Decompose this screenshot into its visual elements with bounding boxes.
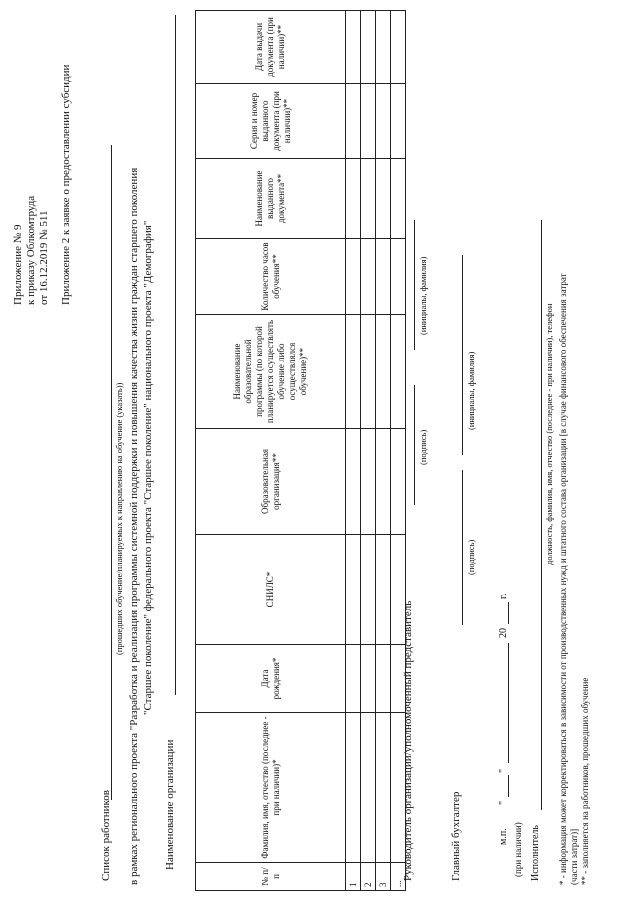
footnotes bbox=[558, 45, 591, 885]
table-cell[interactable] bbox=[376, 84, 391, 159]
table-cell[interactable] bbox=[361, 159, 376, 239]
stamp-label: м.п. bbox=[498, 828, 509, 845]
table-cell[interactable] bbox=[346, 11, 361, 84]
table-cell[interactable] bbox=[361, 535, 376, 645]
date-year-line[interactable] bbox=[508, 602, 509, 624]
table-row bbox=[361, 11, 376, 891]
table-row bbox=[376, 11, 391, 891]
program-line-2: "Старшее поколение" федерального проекта "Старшее поколение" национального проекта "Демография" bbox=[142, 220, 154, 715]
table-cell[interactable] bbox=[391, 239, 406, 315]
table-cell[interactable] bbox=[346, 645, 361, 713]
order-date: от 16.12.2019 № 511 bbox=[38, 210, 50, 305]
date-month-line[interactable] bbox=[508, 643, 509, 763]
program-line-1: в рамках регионального проекта "Разработка и реализация программы системной поддержки и повышения качества жизни граждан старшего поколения bbox=[128, 167, 140, 885]
table-cell[interactable] bbox=[376, 11, 391, 84]
table-header-row bbox=[196, 11, 346, 891]
table-cell[interactable] bbox=[376, 315, 391, 429]
stamp-hint: (при наличии) bbox=[513, 822, 523, 877]
executor-label: Исполнитель bbox=[530, 825, 541, 881]
table-cell[interactable] bbox=[376, 645, 391, 713]
col-header-document-series: Серия и номер выданного документа (при наличии)** bbox=[196, 84, 346, 159]
appendix-number: Приложение № 9 bbox=[12, 224, 24, 305]
table-cell[interactable] bbox=[361, 11, 376, 84]
accountant-signature-hint: (подпись) bbox=[466, 539, 476, 575]
table-cell[interactable] bbox=[376, 713, 391, 863]
table-cell[interactable] bbox=[346, 84, 361, 159]
table-cell: 2 bbox=[361, 863, 376, 891]
col-header-document-name: Наименование выданного документа** bbox=[196, 159, 346, 239]
order-reference: к приказу Облкомтруда bbox=[25, 195, 37, 305]
footnote-1: * - информация может корректироваться в зависимости от производственных нужд и штатного состава организации [в случае финансового обеспечения затрат bbox=[558, 273, 568, 885]
table-cell[interactable] bbox=[391, 11, 406, 84]
col-header-education-org: Образовательная организация** bbox=[196, 429, 346, 535]
col-header-number: № п/п bbox=[196, 863, 346, 891]
executor-line[interactable] bbox=[541, 220, 542, 810]
table-cell[interactable] bbox=[346, 713, 361, 863]
head-initials-hint: (инициалы, фамилия) bbox=[418, 256, 428, 335]
table-cell[interactable] bbox=[376, 159, 391, 239]
col-header-full-name: Фамилия, имя, отчество (последнее - при наличии)* bbox=[196, 713, 346, 863]
footnote-2: ** - заполняется на работников, прошедших обучение bbox=[580, 677, 590, 885]
table-cell[interactable] bbox=[391, 159, 406, 239]
footnote-1-continued: (части затрат)] bbox=[569, 828, 579, 885]
table-cell: 1 bbox=[346, 863, 361, 891]
subtitle-hint: (прошедших обучение/планируемых к направлению на обучение (указать)) bbox=[114, 382, 124, 655]
accountant-signature-line[interactable] bbox=[462, 470, 463, 625]
table-cell[interactable] bbox=[391, 315, 406, 429]
head-signature-hint: (подпись) bbox=[418, 429, 428, 465]
table-cell: 3 bbox=[376, 863, 391, 891]
date-quote-open: " bbox=[498, 800, 509, 805]
organization-underline bbox=[175, 15, 176, 695]
head-initials-line[interactable] bbox=[414, 220, 415, 350]
table-cell[interactable] bbox=[376, 239, 391, 315]
col-header-program-name: Наименование образовательной программы (по которой планируется осуществлять обучение либо осуществлялся обучение)** bbox=[196, 315, 346, 429]
col-header-document-date: Дата выдачи документа (при наличии)** bbox=[196, 11, 346, 84]
table-cell[interactable] bbox=[361, 84, 376, 159]
title-underline bbox=[111, 145, 112, 800]
accountant-label: Главный бухгалтер bbox=[450, 791, 462, 881]
date-day-line[interactable] bbox=[508, 775, 509, 797]
organization-label: Наименование организации bbox=[164, 739, 176, 870]
table-cell[interactable] bbox=[376, 535, 391, 645]
table-cell[interactable] bbox=[361, 429, 376, 535]
table-cell[interactable] bbox=[361, 645, 376, 713]
table-cell[interactable] bbox=[346, 159, 361, 239]
table-cell[interactable] bbox=[346, 239, 361, 315]
table-cell[interactable] bbox=[361, 713, 376, 863]
table-cell[interactable] bbox=[361, 239, 376, 315]
col-header-snils: СНИЛС* bbox=[196, 535, 346, 645]
head-label: Руководитель организации/уполномоченный представитель bbox=[402, 600, 414, 881]
col-header-hours: Количество часов обучения** bbox=[196, 239, 346, 315]
table-cell[interactable] bbox=[391, 429, 406, 535]
accountant-initials-hint: (инициалы, фамилия) bbox=[466, 351, 476, 430]
col-header-birth-date: Дата рождения* bbox=[196, 645, 346, 713]
accountant-initials-line[interactable] bbox=[462, 255, 463, 455]
table-cell[interactable] bbox=[361, 315, 376, 429]
table-cell[interactable] bbox=[391, 84, 406, 159]
table-cell: ... bbox=[391, 863, 406, 891]
head-signature-line[interactable] bbox=[414, 385, 415, 505]
table-row bbox=[346, 11, 361, 891]
date-year-prefix: 20 bbox=[498, 628, 509, 638]
table-cell[interactable] bbox=[346, 315, 361, 429]
date-quote-close: " bbox=[498, 768, 509, 773]
table-cell[interactable] bbox=[376, 429, 391, 535]
application-note: Приложение 2 к заявке о предоставлении субсидии bbox=[60, 64, 72, 305]
table-cell[interactable] bbox=[346, 535, 361, 645]
workers-table bbox=[195, 10, 406, 891]
document-title: Список работников bbox=[100, 790, 112, 881]
date-year-suffix: г. bbox=[498, 593, 509, 599]
executor-hint: должность, фамилия, имя, отчество (последнее - при наличии), телефон bbox=[544, 303, 554, 565]
table-cell[interactable] bbox=[346, 429, 361, 535]
